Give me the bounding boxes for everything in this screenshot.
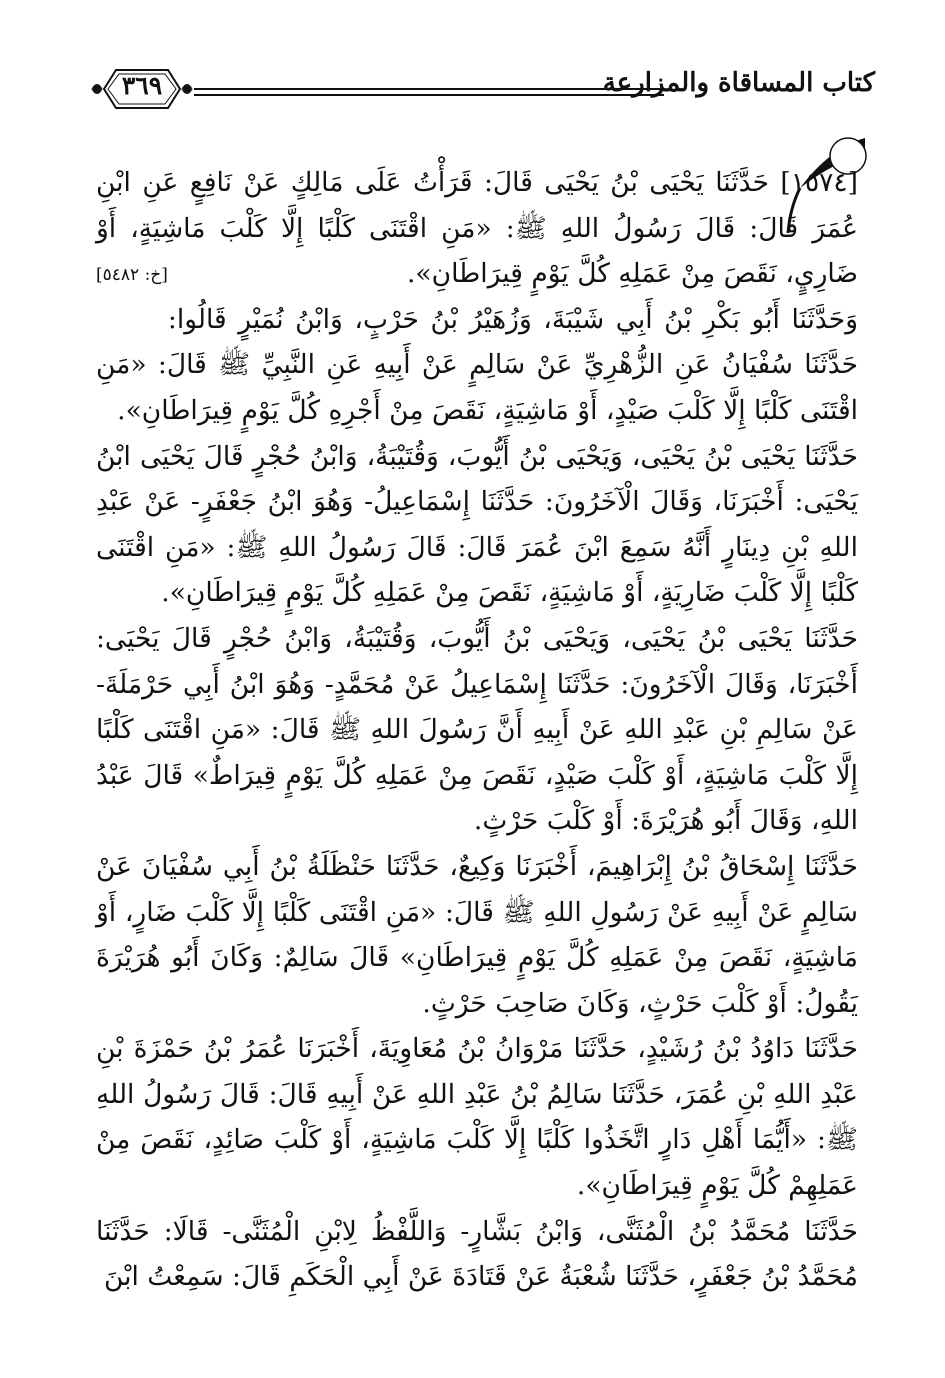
hadith-text: حَدَّثَنَا يَحْيَى بْنُ يَحْيَى، وَيَحْيَى بْنُ أَيُّوبَ، وَقُتَيْبَةُ، وَابْنُ حُجْرٍ قَالَ يَحْيَى: أَخْبَرَنَا، وَقَالَ الْآخَرُونَ: حَدَّثَنَا إِسْمَاعِيلُ عَنْ مُحَمَّدٍ- وَهُوَ ابْنُ أَبِي حَرْمَلَةَ- عَنْ سَالِمِ بْنِ عَبْدِ اللهِ عَنْ أَبِيهِ أَنَّ رَسُولَ اللهِ ﷺ قَالَ: «مَنِ اقْتَنَى كَلْبًا إِلَّا كَلْبَ مَاشِيَةٍ، أَوْ كَلْبَ صَيْدٍ، نَقَصَ مِنْ عَمَلِهِ كُلَّ يَوْمٍ قِيرَاطٌ» قَالَ عَبْدُ اللهِ، وَقَالَ أَبُو هُرَيْرَةَ: أَوْ كَلْبَ حَرْثٍ. <box>96 622 858 837</box>
hadith-reference: [خ: ٥٤٨٢] <box>96 265 168 286</box>
header-rule <box>194 88 664 96</box>
hadith-paragraph <box>96 1209 858 1300</box>
hadith-paragraph <box>96 297 858 434</box>
hadith-text: حَدَّثَنَا يَحْيَى بْنُ يَحْيَى، وَيَحْيَى بْنُ أَيُّوبَ، وَقُتَيْبَةُ، وَابْنُ حُجْرٍ قَالَ يَحْيَى ابْنُ يَحْيَى: أَخْبَرَنَا، وَقَالَ الْآخَرُونَ: حَدَّثَنَا إِسْمَاعِيلُ- وَهُوَ ابْنُ جَعْفَرٍ- عَنْ عَبْدِ اللهِ بْنِ دِينَارٍ أَنَّهُ سَمِعَ ابْنَ عُمَرَ قَالَ: قَالَ رَسُولُ اللهِ ﷺ: «مَنِ اقْتَنَى كَلْبًا إِلَّا كَلْبَ ضَارِيَةٍ، أَوْ مَاشِيَةٍ، نَقَصَ مِنْ عَمَلِهِ كُلَّ يَوْمٍ قِيرَاطَانِ». <box>96 440 858 609</box>
page-number: ٣٦٩ <box>121 71 163 100</box>
hadith-paragraph <box>96 1026 858 1208</box>
page-header <box>90 58 875 118</box>
hadith-paragraph <box>96 160 858 297</box>
hadith-text: حَدَّثَنَا مُحَمَّدُ بْنُ الْمُثَنَّى، وَابْنُ بَشَّارٍ- وَاللَّفْظُ لِابْنِ الْمُثَنَّى- قَالَا: حَدَّثَنَا مُحَمَّدُ بْنُ جَعْفَرٍ، حَدَّثَنَا شُعْبَةُ عَنْ قَتَادَةَ عَنْ أَبِي الْحَكَمِ قَالَ: سَمِعْتُ ابْنَ <box>96 1215 858 1293</box>
hadith-text: وَحَدَّثَنَا أَبُو بَكْرِ بْنُ أَبِي شَيْبَةَ، وَزُهَيْرُ بْنُ حَرْبٍ، وَابْنُ نُمَيْرٍ قَالُوا: حَدَّثَنَا سُفْيَانُ عَنِ الزُّهْرِيِّ عَنْ سَالِمٍ عَنْ أَبِيهِ عَنِ النَّبِيِّ ﷺ قَالَ: «مَنِ اقْتَنَى كَلْبًا إِلَّا كَلْبَ صَيْدٍ، أَوْ مَاشِيَةٍ، نَقَصَ مِنْ أَجْرِهِ كُلَّ يَوْمٍ قِيرَاطَانِ». <box>96 303 858 426</box>
hadith-text-body <box>96 160 858 1300</box>
hadith-text: حَدَّثَنَا إِسْحَاقُ بْنُ إِبْرَاهِيمَ، أَخْبَرَنَا وَكِيعٌ، حَدَّثَنَا حَنْظَلَةُ بْنُ أَبِي سُفْيَانَ عَنْ سَالِمٍ عَنْ أَبِيهِ عَنْ رَسُولِ اللهِ ﷺ قَالَ: «مَنِ اقْتَنَى كَلْبًا إِلَّا كَلْبَ ضَارٍ، أَوْ مَاشِيَةٍ، نَقَصَ مِنْ عَمَلِهِ كُلَّ يَوْمٍ قِيرَاطَانِ» قَالَ سَالِمٌ: وَكَانَ أَبُو هُرَيْرَةَ يَقُولُ: أَوْ كَلْبَ حَرْثٍ، وَكَانَ صَاحِبَ حَرْثٍ. <box>96 850 858 1019</box>
hadith-paragraph <box>96 616 858 844</box>
hadith-paragraph <box>96 844 858 1026</box>
book-title: كتاب المساقاة والمزارعة <box>602 68 875 98</box>
page-number-ornament <box>90 62 194 116</box>
hadith-text: حَدَّثَنَا دَاوُدُ بْنُ رُشَيْدٍ، حَدَّثَنَا مَرْوَانُ بْنُ مُعَاوِيَةَ، أَخْبَرَنَا عُمَرُ بْنُ حَمْزَةَ بْنِ عَبْدِ اللهِ بْنِ عُمَرَ، حَدَّثَنَا سَالِمُ بْنُ عَبْدِ اللهِ عَنْ أَبِيهِ قَالَ: قَالَ رَسُولُ اللهِ ﷺ: «أَيُّمَا أَهْلِ دَارٍ اتَّخَذُوا كَلْبًا إِلَّا كَلْبَ مَاشِيَةٍ، أَوْ كَلْبَ صَائِدٍ، نَقَصَ مِنْ عَمَلِهِمْ كُلَّ يَوْمٍ قِيرَاطَانِ». <box>96 1033 858 1202</box>
hadith-paragraph <box>96 434 858 616</box>
hadith-text: [١٥٧٤] حَدَّثَنَا يَحْيَى بْنُ يَحْيَى قَالَ: قَرَأْتُ عَلَى مَالِكٍ عَنْ نَافِعٍ عَنِ ابْنِ عُمَرَ قَالَ: قَالَ رَسُولُ اللهِ ﷺ: «مَنِ اقْتَنَى كَلْبًا إِلَّا كَلْبَ مَاشِيَةٍ، أَوْ ضَارِيٍ، نَقَصَ مِنْ عَمَلِهِ كُلَّ يَوْمٍ قِيرَاطَانِ». <box>96 167 858 290</box>
